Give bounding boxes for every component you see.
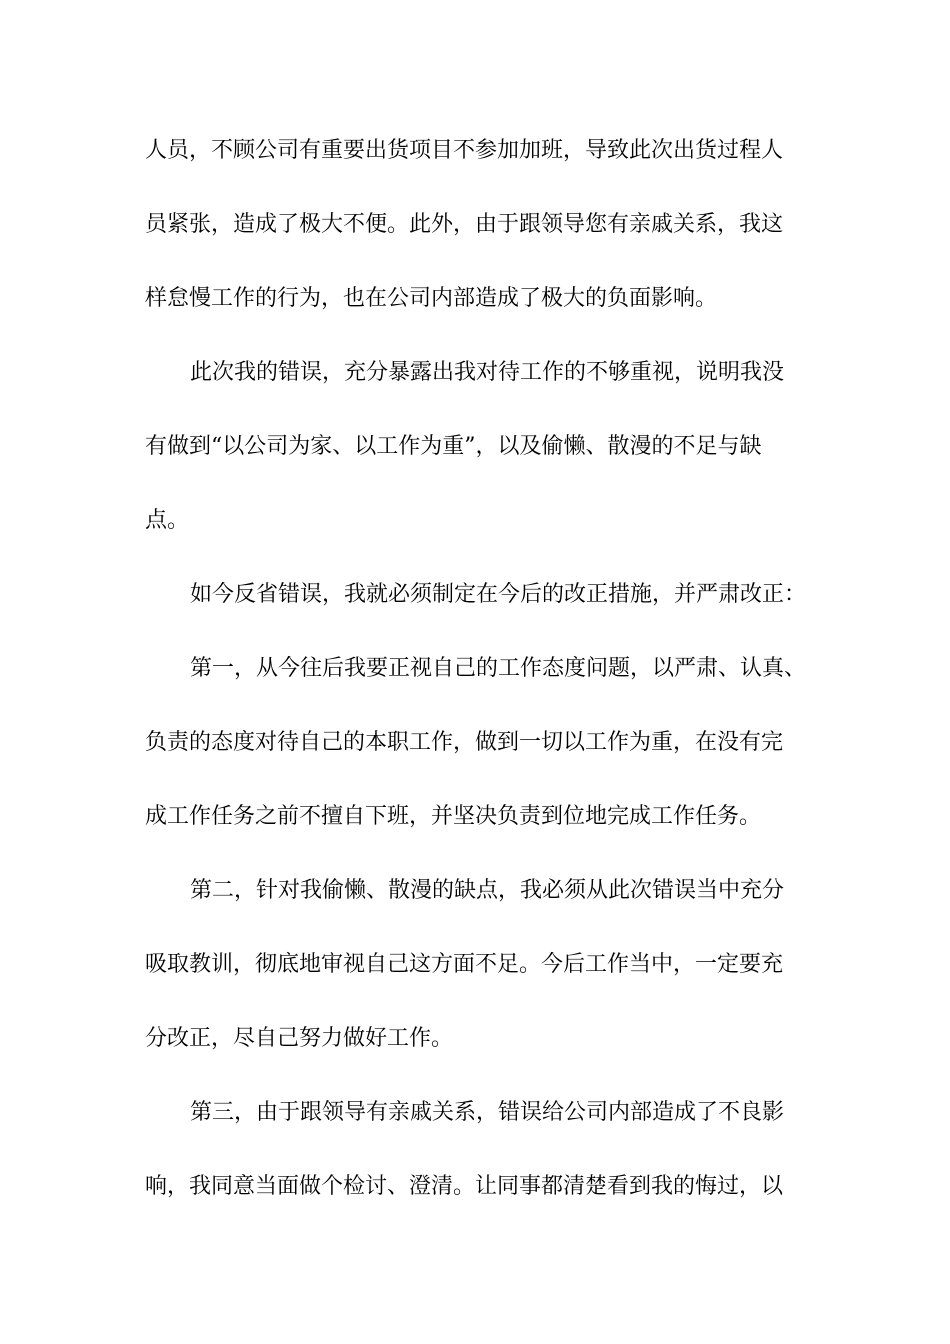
text-line: 有做到“以公司为家、以工作为重”，以及偷懒、散漫的不足与缺 — [145, 434, 762, 459]
text-line: 成工作任务之前不擅自下班，并坚决负责到位地完成工作任务。 — [145, 804, 762, 829]
text-line: 负责的态度对待自己的本职工作，做到一切以工作为重，在没有完 — [145, 730, 784, 755]
text-line: 分改正，尽自己努力做好工作。 — [145, 1026, 454, 1051]
paragraph-first-line: 此次我的错误，充分暴露出我对待工作的不够重视，说明我没 — [190, 360, 785, 385]
text-line: 样怠慢工作的行为，也在公司内部造成了极大的负面影响。 — [145, 286, 718, 311]
text-line: 响，我同意当面做个检讨、澄清。让同事都清楚看到我的悔过，以 — [145, 1174, 784, 1199]
text-line: 员紧张，造成了极大不便。此外，由于跟领导您有亲戚关系，我这 — [145, 212, 784, 237]
paragraph-first-line: 如今反省错误，我就必须制定在今后的改正措施，并严肃改正： — [190, 582, 807, 607]
text-line: 人员，不顾公司有重要出货项目不参加加班，导致此次出货过程人 — [145, 138, 784, 163]
paragraph-first-line: 第三，由于跟领导有亲戚关系，错误给公司内部造成了不良影 — [190, 1100, 785, 1125]
text-line: 点。 — [145, 508, 190, 533]
text-line: 吸取教训，彻底地审视自己这方面不足。今后工作当中，一定要充 — [145, 952, 784, 977]
paragraph-first-line: 第一，从今往后我要正视自己的工作态度问题，以严肃、认真、 — [190, 656, 807, 681]
document-body — [145, 129, 830, 1239]
paragraph-first-line: 第二，针对我偷懒、散漫的缺点，我必须从此次错误当中充分 — [190, 878, 785, 903]
